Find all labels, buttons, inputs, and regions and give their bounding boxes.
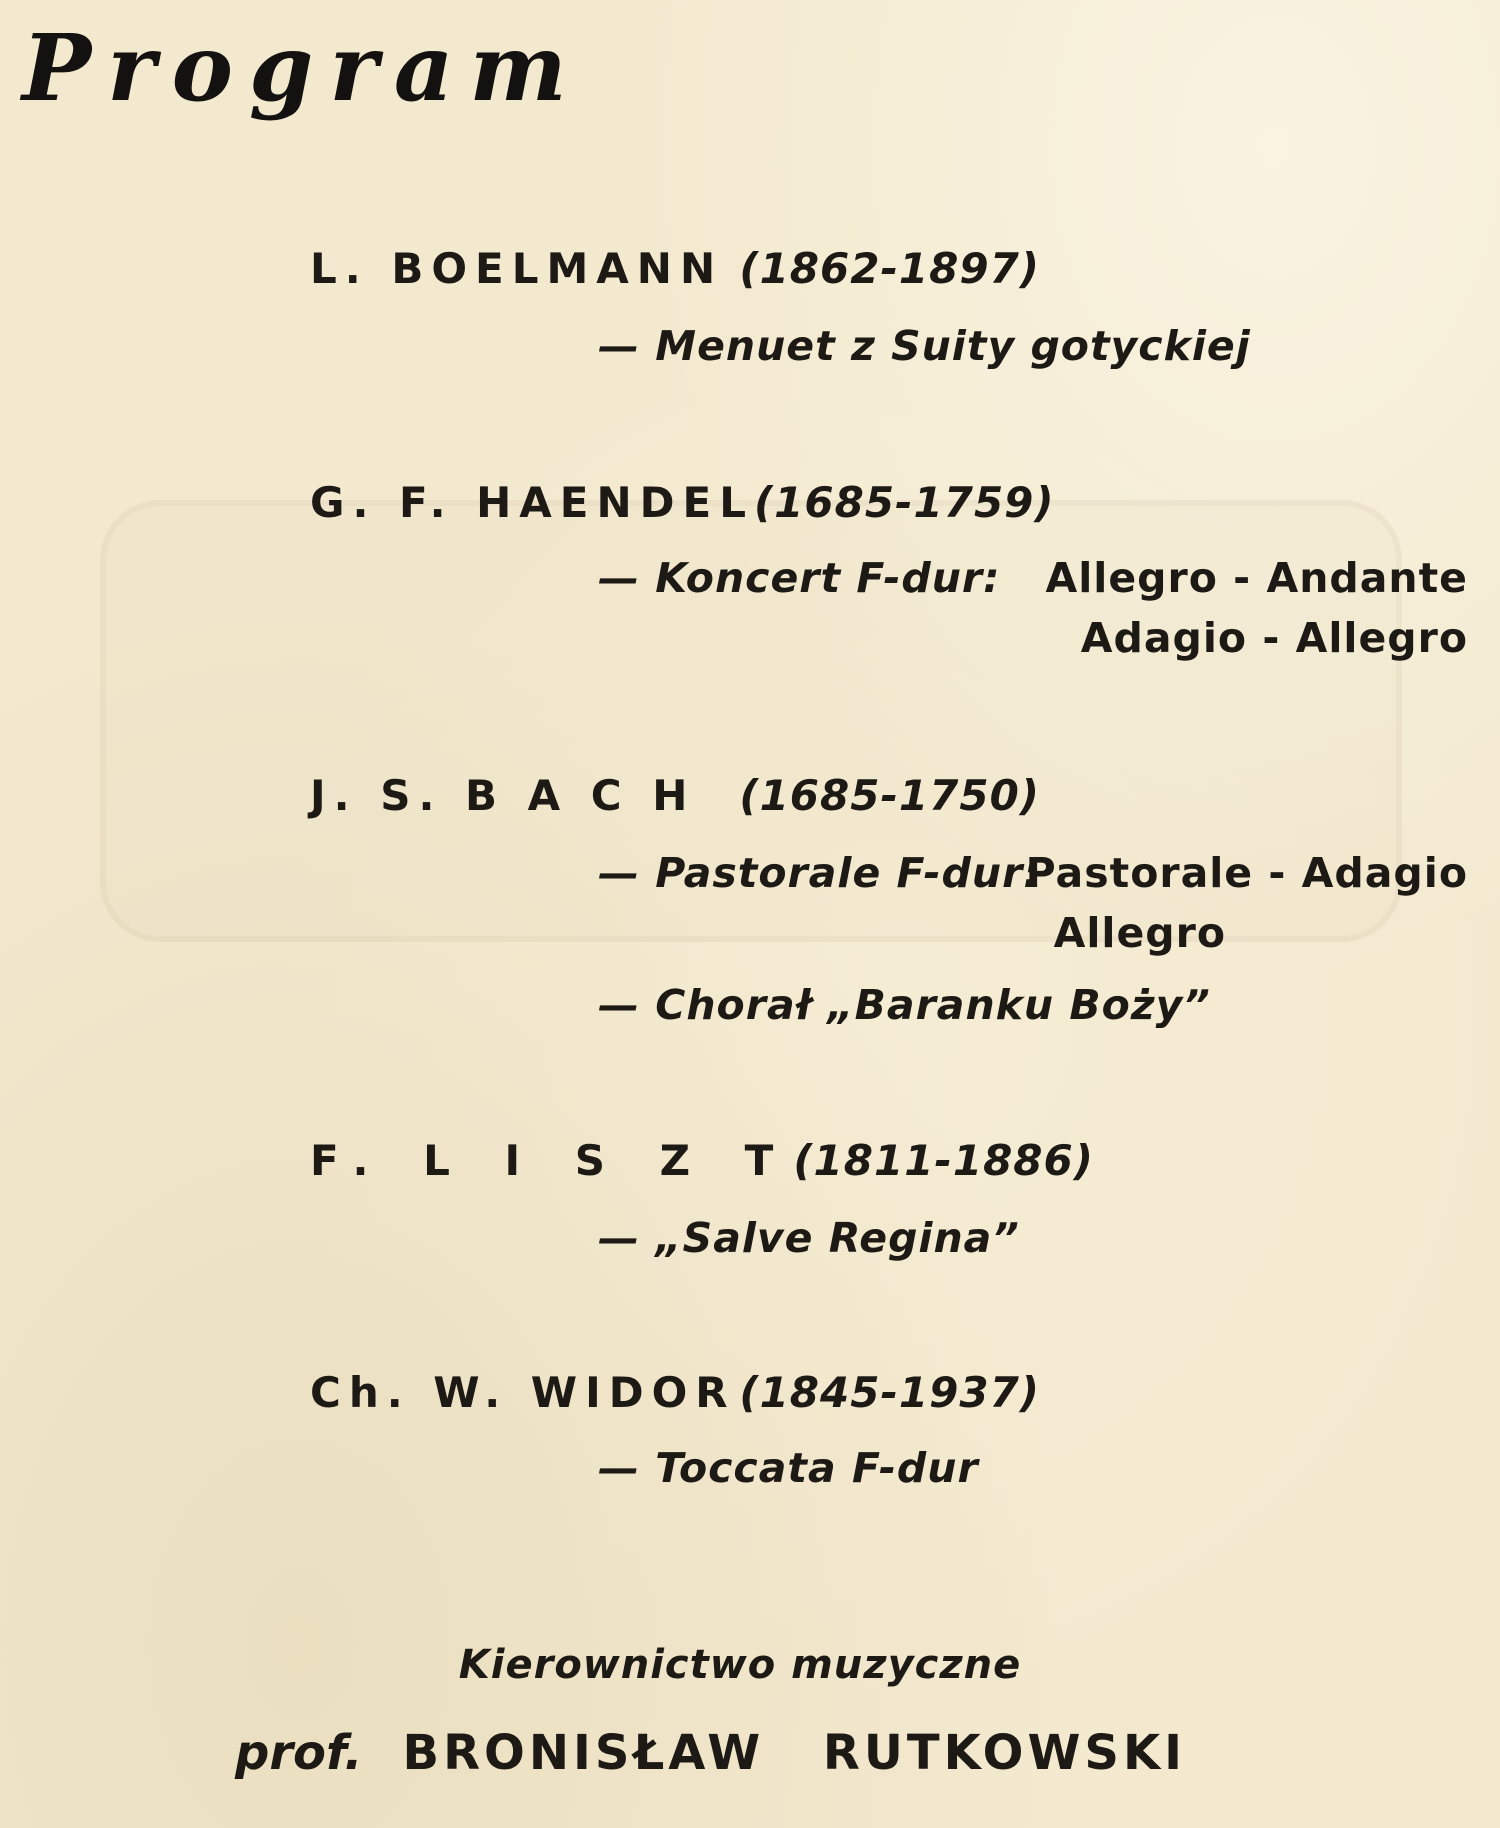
composer-name: G. F. HAENDEL	[310, 478, 754, 527]
composer-entry-haendel	[310, 478, 1055, 527]
work-title: — Koncert F-dur:	[598, 554, 1001, 602]
composer-entry-widor	[310, 1368, 1040, 1417]
composer-name: J. S. B A C H	[310, 771, 696, 820]
composer-entry-bach	[310, 771, 1040, 820]
credit-prefix: prof.	[235, 1725, 363, 1781]
work-title: — Pastorale F-dur:	[598, 849, 1041, 897]
composer-name: F. L I S Z T	[310, 1136, 794, 1185]
credit-name: BRONISŁAW RUTKOWSKI	[402, 1725, 1187, 1781]
composer-dates: (1811-1886)	[793, 1136, 1094, 1185]
composer-dates: (1862-1897)	[739, 244, 1040, 293]
work-title: — Menuet z Suity gotyckiej	[598, 322, 1251, 370]
credit-label: Kierownictwo muzyczne	[458, 1642, 1022, 1688]
work-title: — Chorał „Baranku Boży”	[598, 981, 1211, 1029]
movement-line: Pastorale - Adagio	[1025, 849, 1468, 897]
composer-name: Ch. W. WIDOR	[310, 1368, 736, 1417]
page-title: Program	[22, 14, 583, 122]
movement-list	[1025, 849, 1468, 973]
composer-dates: (1685-1759)	[753, 478, 1055, 527]
work-title: — „Salve Regina”	[598, 1214, 1020, 1262]
movement-list	[1045, 554, 1468, 678]
movement-line: Allegro	[1053, 909, 1226, 957]
work-title: — Toccata F-dur	[598, 1444, 979, 1492]
composer-dates: (1845-1937)	[739, 1368, 1040, 1417]
movement-line: Allegro - Andante	[1045, 554, 1468, 602]
credit-line	[235, 1725, 1187, 1781]
composer-dates: (1685-1750)	[739, 771, 1040, 820]
movement-line: Adagio - Allegro	[1080, 614, 1468, 662]
composer-entry-boelmann	[310, 244, 1040, 293]
composer-entry-liszt	[310, 1136, 1094, 1185]
composer-name: L. BOELMANN	[310, 244, 724, 293]
